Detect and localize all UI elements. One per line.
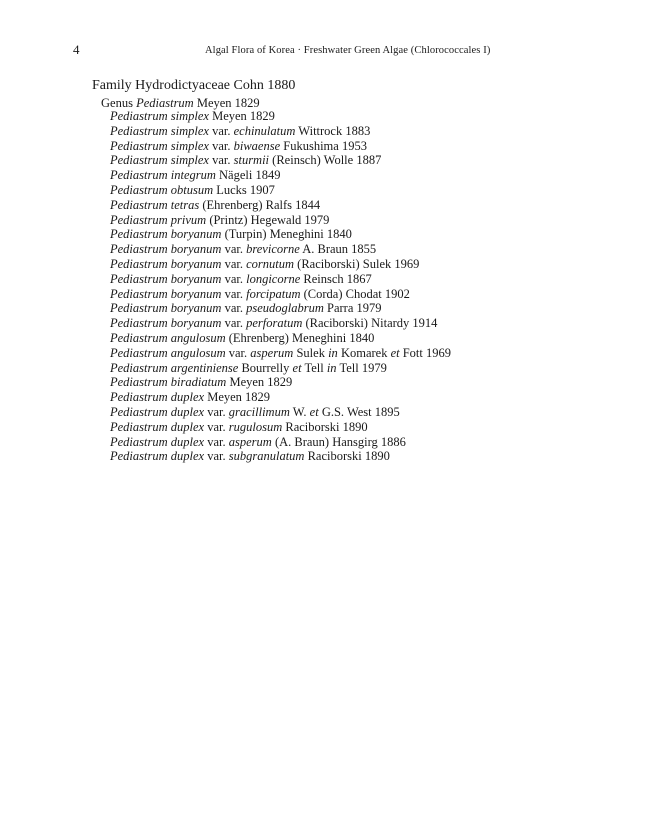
- taxon-name-italic: et: [390, 345, 400, 360]
- taxon-name-italic: cornutum: [246, 256, 295, 271]
- taxon-name-italic: Pediastrum integrum: [110, 168, 216, 183]
- taxon-text: (Reinsch) Wolle 1887: [269, 153, 382, 168]
- taxon-name-italic: asperum: [228, 434, 272, 449]
- taxon-name-italic: forcipatum: [246, 286, 301, 301]
- taxon-name-italic: longicorne: [246, 271, 301, 286]
- taxon-name-italic: Pediastrum duplex: [110, 434, 205, 449]
- taxon-text: G.S. West 1895: [318, 404, 400, 419]
- taxon-name-italic: brevicorne: [246, 242, 300, 257]
- taxon-text: var.: [221, 271, 247, 286]
- taxon-text: Tell: [301, 360, 327, 375]
- taxon-name-italic: Pediastrum argentiniense: [110, 360, 239, 375]
- taxon-text: var.: [204, 419, 229, 434]
- taxon-text: var.: [225, 345, 251, 360]
- taxon-entry: [110, 242, 451, 257]
- taxon-entry: [110, 227, 451, 242]
- taxon-text: Nägeli 1849: [215, 168, 281, 183]
- taxon-entry: [110, 331, 451, 346]
- running-head: Algal Flora of Korea · Freshwater Green Algae (Chlorococcales I): [205, 45, 491, 56]
- family-heading: Family Hydrodictyaceae Cohn 1880: [92, 78, 296, 93]
- taxon-name-italic: Pediastrum duplex: [110, 390, 205, 405]
- taxon-entry: [110, 435, 451, 450]
- taxon-entry: [110, 109, 451, 124]
- taxon-entry: [110, 124, 451, 139]
- taxon-name-italic: sturmii: [233, 153, 270, 168]
- taxon-name-italic: gracillimum: [228, 404, 290, 419]
- taxon-name-italic: et: [292, 360, 302, 375]
- taxon-entry: [110, 213, 451, 228]
- taxon-entry: [110, 183, 451, 198]
- taxon-name-italic: Pediastrum boryanum: [110, 256, 222, 271]
- taxon-text: (Ehrenberg) Meneghini 1840: [225, 330, 375, 345]
- taxon-name-italic: asperum: [250, 345, 294, 360]
- taxon-name-italic: Pediastrum boryanum: [110, 271, 222, 286]
- taxon-text: Sulek: [293, 345, 329, 360]
- taxon-name-italic: Pediastrum duplex: [110, 419, 205, 434]
- taxon-entry: [110, 346, 451, 361]
- taxon-name-italic: Pediastrum boryanum: [110, 316, 222, 331]
- taxon-text: (Raciborski) Nitardy 1914: [302, 316, 438, 331]
- taxon-name-italic: Pediastrum angulosum: [110, 330, 226, 345]
- taxon-text: (Raciborski) Sulek 1969: [294, 256, 420, 271]
- taxon-name-italic: in: [328, 345, 338, 360]
- taxon-text: (Printz) Hegewald 1979: [206, 212, 330, 227]
- taxon-name-italic: Pediastrum obtusum: [110, 182, 214, 197]
- taxon-text: Fott 1969: [399, 345, 452, 360]
- taxon-entry: [110, 405, 451, 420]
- taxon-name-italic: biwaense: [233, 138, 281, 153]
- taxon-name-italic: pseudoglabrum: [246, 301, 324, 316]
- taxon-entry: [110, 301, 451, 316]
- taxon-text: Raciborski 1890: [304, 449, 390, 464]
- taxon-name-italic: Pediastrum simplex: [110, 153, 209, 168]
- taxon-text: var.: [221, 242, 247, 257]
- taxon-text: (Corda) Chodat 1902: [300, 286, 410, 301]
- taxon-entry: [110, 257, 451, 272]
- taxon-text: Raciborski 1890: [282, 419, 368, 434]
- page-number: 4: [73, 42, 80, 57]
- taxon-text: var.: [221, 286, 247, 301]
- taxon-name-italic: Pediastrum biradiatum: [110, 375, 227, 390]
- taxon-name-italic: perforatum: [246, 316, 303, 331]
- taxon-name-italic: Pediastrum boryanum: [110, 286, 222, 301]
- taxon-name-italic: subgranulatum: [228, 449, 305, 464]
- taxon-text: Tell 1979: [336, 360, 387, 375]
- taxon-text: Parra 1979: [323, 301, 382, 316]
- taxon-text: Meyen 1829: [204, 390, 271, 405]
- taxon-name-italic: Pediastrum simplex: [110, 138, 209, 153]
- taxon-text: var.: [221, 256, 247, 271]
- genus-prefix: Genus: [101, 96, 137, 110]
- genus-name: Pediastrum: [136, 96, 194, 110]
- taxon-text: (A. Braun) Hansgirg 1886: [271, 434, 406, 449]
- taxon-entry: [110, 361, 451, 376]
- taxon-text: Wittrock 1883: [295, 123, 371, 138]
- taxon-name-italic: Pediastrum simplex: [110, 109, 209, 123]
- genus-author: Meyen 1829: [193, 96, 260, 110]
- taxon-text: var.: [221, 316, 247, 331]
- taxon-name-italic: Pediastrum boryanum: [110, 242, 222, 257]
- taxon-entry: [110, 139, 451, 154]
- taxon-entry: [110, 198, 451, 213]
- taxa-list: [110, 109, 451, 464]
- taxon-text: var.: [204, 449, 229, 464]
- taxon-name-italic: in: [326, 360, 337, 375]
- taxon-entry: [110, 153, 451, 168]
- taxon-entry: [110, 168, 451, 183]
- taxon-name-italic: et: [309, 404, 319, 419]
- taxon-text: Meyen 1829: [208, 109, 275, 123]
- taxon-text: (Turpin) Meneghini 1840: [221, 227, 352, 242]
- taxon-text: Meyen 1829: [226, 375, 293, 390]
- taxon-text: var.: [208, 138, 234, 153]
- taxon-name-italic: Pediastrum simplex: [110, 123, 209, 138]
- taxon-text: var.: [208, 123, 234, 138]
- taxon-text: Komarek: [337, 345, 391, 360]
- taxon-name-italic: Pediastrum tetras: [110, 197, 200, 212]
- taxon-entry: [110, 449, 451, 464]
- taxon-text: Fukushima 1953: [280, 138, 367, 153]
- taxon-text: Reinsch 1867: [300, 271, 372, 286]
- taxon-text: (Ehrenberg) Ralfs 1844: [199, 197, 321, 212]
- taxon-name-italic: Pediastrum boryanum: [110, 301, 222, 316]
- taxon-text: var.: [204, 404, 229, 419]
- taxon-name-italic: Pediastrum duplex: [110, 404, 205, 419]
- taxon-entry: [110, 390, 451, 405]
- taxon-entry: [110, 420, 451, 435]
- taxon-name-italic: Pediastrum boryanum: [110, 227, 222, 242]
- taxon-entry: [110, 272, 451, 287]
- taxon-text: Bourrelly: [238, 360, 293, 375]
- taxon-text: A. Braun 1855: [299, 242, 377, 257]
- taxon-text: var.: [221, 301, 247, 316]
- taxon-name-italic: Pediastrum angulosum: [110, 345, 226, 360]
- taxon-text: var.: [204, 434, 229, 449]
- taxon-name-italic: rugulosum: [228, 419, 283, 434]
- taxon-entry: [110, 287, 451, 302]
- taxon-name-italic: Pediastrum duplex: [110, 449, 205, 464]
- taxon-text: Lucks 1907: [213, 182, 275, 197]
- taxon-text: var.: [208, 153, 234, 168]
- taxon-text: W.: [289, 404, 310, 419]
- taxon-entry: [110, 316, 451, 331]
- taxon-entry: [110, 375, 451, 390]
- taxon-name-italic: echinulatum: [233, 123, 296, 138]
- taxon-name-italic: Pediastrum privum: [110, 212, 207, 227]
